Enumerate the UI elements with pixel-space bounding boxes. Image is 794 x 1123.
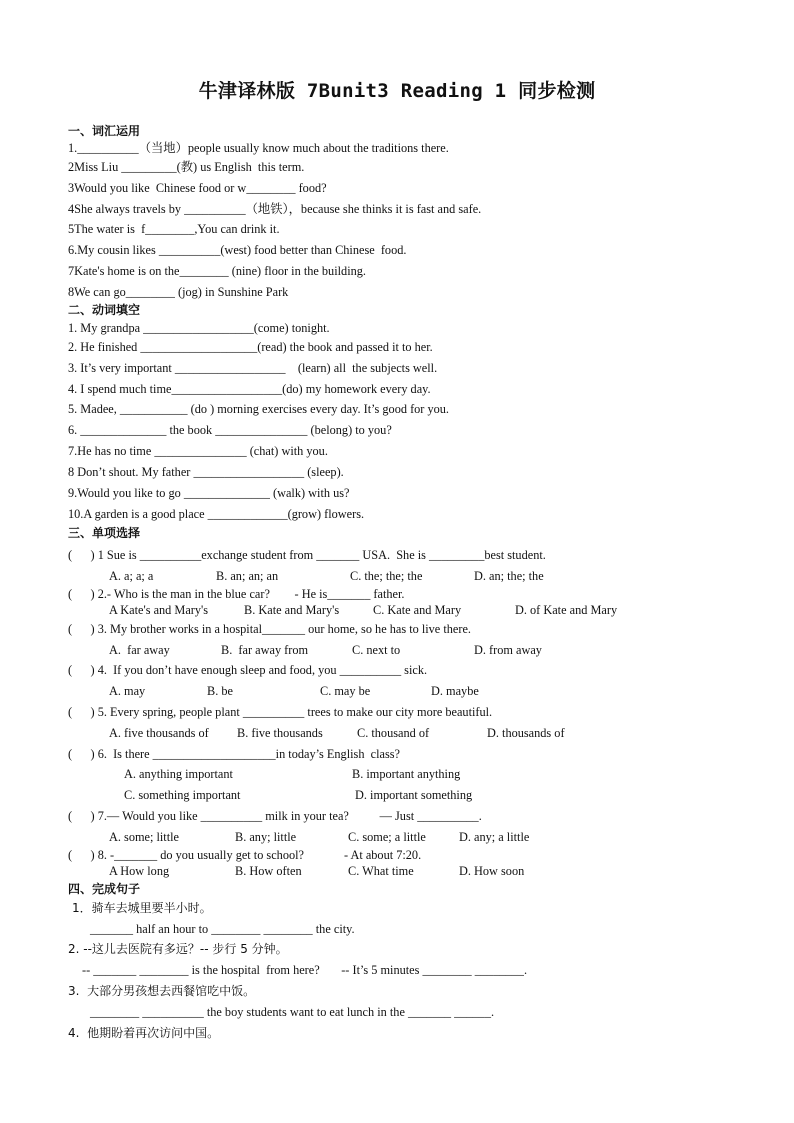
s3-q3-option-c: C. next to [352,643,401,657]
s1-question-1: 1.__________（当地）people usually know much about the traditions there. [68,141,449,155]
s3-question-2: ( ) 2.- Who is the man in the blue car? - He is_______ father. [68,587,405,601]
s3-q3-option-b: B. far away from [221,643,309,657]
s3-q3-option-d: D. from away [474,643,542,657]
section-1-heading: 一、词汇运用 [68,124,141,138]
s3-q2-option-c: C. Kate and Mary [373,603,462,617]
section-3-heading: 三、单项选择 [68,526,141,540]
s3-q7-option-a: A. some; little [109,830,180,844]
s4-question-3-english: ________ __________ the boy students want to eat lunch in the _______ ______. [90,1005,495,1019]
s3-q5-option-c: C. thousand of [357,726,430,740]
s3-q8-option-b: B. How often [235,864,302,878]
s2-question-10: 10.A garden is a good place _____________(grow) flowers. [68,507,365,521]
s3-q1-option-a: A. a; a; a [109,569,154,583]
s3-q1-option-b: B. an; an; an [216,569,279,583]
s1-question-4: 4She always travels by __________（地铁），because she thinks it is fast and safe. [68,202,482,216]
s3-q8-option-c: C. What time [348,864,414,878]
s4-question-2-english: -- _______ ________ is the hospital from here? -- It’s 5 minutes ________ ________. [82,963,528,977]
s3-q4-option-d: D. maybe [431,684,479,698]
s4-question-3-chinese: 3. 大部分男孩想去西餐馆吃中饭。 [68,984,256,998]
s3-q5-option-a: A. five thousands of [109,726,209,740]
s2-question-6: 6. ______________ the book _______________ (belong) to you? [68,423,392,437]
s1-question-5: 5The water is f________,You can drink it. [68,222,280,236]
s2-question-1: 1. My grandpa __________________(come) tonight. [68,321,330,335]
s3-q5-option-d: D. thousands of [487,726,565,740]
s3-q6-option-a: A. anything important [124,767,233,781]
page-title: 牛津译林版 7Bunit3 Reading 1 同步检测 [198,80,596,102]
s3-q3-option-a: A. far away [109,643,170,657]
s2-question-3: 3. It’s very important __________________ (learn) all the subjects well. [68,361,438,375]
s1-question-8: 8We can go________ (jog) in Sunshine Park [68,285,289,299]
s1-question-3: 3Would you like Chinese food or w________ food? [68,181,327,195]
s1-question-7: 7Kate's home is on the________ (nine) floor in the building. [68,264,366,278]
s3-q6-option-d: D. important something [355,788,473,802]
s2-question-2: 2. He finished ___________________(read) the book and passed it to her. [68,340,433,354]
s2-question-5: 5. Madee, ___________ (do ) morning exercises every day. It’s good for you. [68,402,449,416]
s3-q2-option-a: A Kate's and Mary's [109,603,209,617]
s1-question-2: 2Miss Liu _________(教) us English this term. [68,160,305,174]
section-4-heading: 四、完成句子 [68,882,141,896]
s3-q5-option-b: B. five thousands [237,726,323,740]
s3-question-3: ( ) 3. My brother works in a hospital_______ our home, so he has to live there. [68,622,471,636]
s3-question-8: ( ) 8. -_______ do you usually get to school? - At about 7:20. [68,848,422,862]
section-2-heading: 二、动词填空 [68,303,141,317]
s3-q4-option-c: C. may be [320,684,371,698]
s3-q4-option-a: A. may [109,684,146,698]
s4-question-4-chinese: 4. 他期盼着再次访问中国。 [68,1026,220,1040]
s3-q8-option-a: A How long [109,864,170,878]
s3-q7-option-d: D. any; a little [459,830,530,844]
s4-question-1-english: _______ half an hour to ________ ________ the city. [90,922,355,936]
s3-question-6: ( ) 6. Is there ____________________in today’s English class? [68,747,400,761]
s3-question-5: ( ) 5. Every spring, people plant __________ trees to make our city more beautiful. [68,705,493,719]
s2-question-4: 4. I spend much time__________________(do) my homework every day. [68,382,431,396]
s3-q6-option-b: B. important anything [352,767,461,781]
s3-q2-option-b: B. Kate and Mary's [244,603,340,617]
s3-q8-option-d: D. How soon [459,864,525,878]
s1-question-6: 6.My cousin likes __________(west) food better than Chinese food. [68,243,407,257]
s2-question-9: 9.Would you like to go ______________ (walk) with us? [68,486,350,500]
s2-question-8: 8 Don’t shout. My father __________________ (sleep). [68,465,344,479]
s3-question-7: ( ) 7.— Would you like __________ milk in your tea? — Just __________. [68,809,482,823]
s3-q7-option-b: B. any; little [235,830,297,844]
s3-q2-option-d: D. of Kate and Mary [515,603,618,617]
s3-q1-option-c: C. the; the; the [350,569,423,583]
s2-question-7: 7.He has no time _______________ (chat) with you. [68,444,328,458]
s3-q7-option-c: C. some; a little [348,830,426,844]
s3-q6-option-c: C. something important [124,788,241,802]
s4-question-1-chinese: 1．骑车去城里要半小时。 [72,901,212,915]
s4-question-2-chinese: 2. --这儿去医院有多远？-- 步行 5 分钟。 [68,942,288,956]
s3-question-4: ( ) 4. If you don’t have enough sleep and food, you __________ sick. [68,663,428,677]
s3-question-1: ( ) 1 Sue is __________exchange student from _______ USA. She is _________best student. [68,548,546,562]
s3-q4-option-b: B. be [207,684,233,698]
s3-q1-option-d: D. an; the; the [474,569,544,583]
